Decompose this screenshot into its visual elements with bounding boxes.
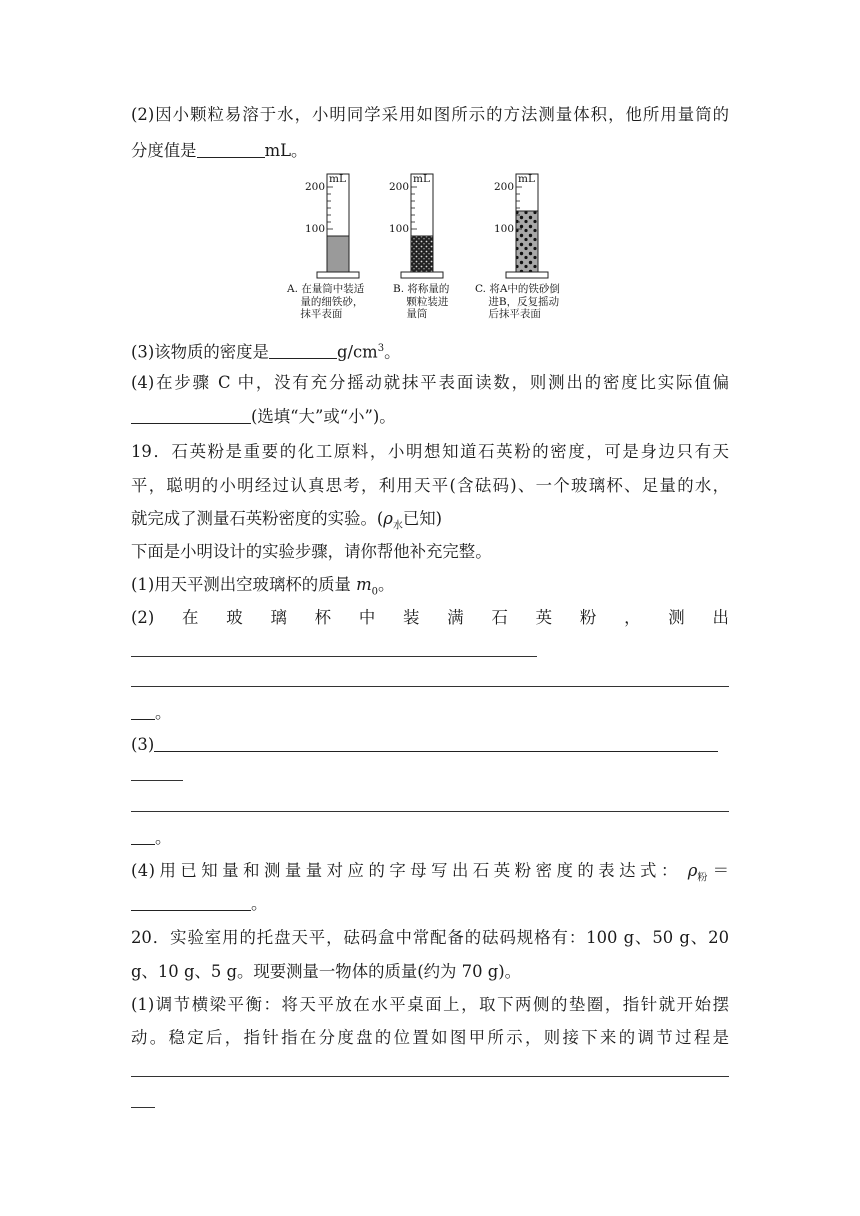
period: 。: [251, 894, 268, 913]
q18-part2-suffix: mL。: [264, 141, 308, 160]
q19-step2-char: 测: [668, 608, 685, 627]
q20-line4: 动。稳定后，指针指在分度盘的位置如图甲所示，则接下来的调节过程是: [131, 1028, 729, 1047]
equals-sign: ＝: [712, 861, 729, 880]
tick-100-a: 100: [305, 223, 326, 235]
q18-part3-end: 。: [384, 342, 401, 362]
q20-line2: g、10 g、5 g。现要测量一物体的质量(约为 70 g)。: [131, 962, 521, 981]
q18-part4-line2: [131, 406, 729, 428]
answer-line-step2b[interactable]: [131, 686, 729, 687]
q19-step2-char: 中: [358, 608, 376, 627]
answer-line-step3b[interactable]: [131, 780, 183, 781]
q19-step2-line1: [131, 607, 729, 629]
q19-step2-char: 英: [535, 608, 553, 627]
q19-step2-char: 璃: [270, 608, 287, 627]
rho-water-sub: 水: [392, 520, 403, 532]
q18-part3: [131, 338, 729, 363]
q18-part3-unit-sup: 3: [377, 343, 385, 354]
rho-powder-sub: 粉: [697, 872, 708, 884]
rho-powder: [688, 860, 729, 889]
tick-200-c: 200: [494, 181, 515, 193]
q19-step3-prefix: (3): [131, 735, 155, 754]
answer-blank-density-expr[interactable]: [131, 894, 251, 911]
tick-200-b: 200: [389, 181, 410, 193]
q18-part4-line1: (4)在步骤 C 中，没有充分摇动就抹平表面读数，则测出的密度比实际值偏: [131, 373, 729, 392]
var-m-sub: 0: [371, 586, 379, 598]
unit-label-b: mL: [413, 173, 430, 185]
unit-label-c: mL: [518, 173, 535, 185]
q18-part2-line2: [131, 140, 729, 162]
measuring-cylinder-figure: [285, 170, 575, 330]
caption-b: B. 将称量的 颗粒装进 量筒: [393, 283, 450, 320]
answer-blank-step3d[interactable]: [131, 828, 155, 845]
q19-step1: [131, 574, 729, 603]
q19-step4-line1: [131, 860, 729, 889]
answer-blank-step3a[interactable]: [154, 735, 718, 752]
q19-line3: [131, 508, 729, 537]
period: 。: [155, 703, 172, 722]
q18-part4-hint: (选填“大”或“小”)。: [251, 407, 396, 426]
q18-part2-prefix: 分度值是: [131, 141, 197, 160]
period: 。: [155, 828, 172, 847]
answer-line-step3c[interactable]: [131, 811, 729, 812]
caption-a: A. 在量筒中装适 量的细铁砂， 抹平表面: [287, 283, 365, 320]
answer-blank-bias[interactable]: [131, 407, 251, 424]
q19-step3-end: [131, 827, 729, 849]
q19-step2-char: 玻: [226, 608, 243, 627]
answer-line-step2a[interactable]: [131, 656, 537, 657]
q19-step4-text: (4)用已知量和测量量对应的字母写出石英粉密度的表达式：: [131, 861, 678, 880]
q19-step2-char: 装: [403, 608, 420, 627]
answer-line-q20b[interactable]: [131, 1107, 155, 1108]
q19-step2-char: 在: [182, 608, 199, 627]
q19-line3-suffix: 已知): [402, 509, 443, 528]
q20-line3: (1)调节横梁平衡：将天平放在水平桌面上，取下两侧的垫圈，指针就开始摆: [131, 995, 729, 1014]
q19-line2: 平，聪明的小明经过认真思考，利用天平(含砝码)、一个玻璃杯、足量的水，: [131, 476, 729, 495]
q19-step2-char: ，: [624, 608, 641, 627]
q18-part2-line1: (2)因小颗粒易溶于水，小明同学采用如图所示的方法测量体积，他所用量筒的: [131, 105, 729, 124]
q19-line3-prefix: 就完成了测量石英粉密度的实验。(: [131, 509, 384, 528]
answer-blank-division[interactable]: [197, 141, 265, 158]
tick-200-a: 200: [305, 181, 326, 193]
unit-label-a: mL: [329, 173, 346, 185]
answer-blank-step2c[interactable]: [131, 703, 155, 720]
q19-line1: 19．石英粉是重要的化工原料，小明想知道石英粉的密度，可是身边只有天: [131, 442, 729, 461]
answer-blank-density[interactable]: [269, 342, 337, 359]
var-m: m: [356, 575, 372, 594]
rho-symbol: ρ: [687, 861, 698, 880]
q19-step1-text: (1)用天平测出空玻璃杯的质量: [131, 575, 357, 594]
tick-100-b: 100: [389, 223, 410, 235]
tick-100-c: 100: [494, 223, 515, 235]
q19-step2-char: 石: [491, 608, 508, 627]
rho-symbol: ρ: [383, 509, 393, 528]
q19-step2-char: 满: [447, 608, 464, 627]
q19-step2-char: 出: [712, 608, 729, 627]
caption-c: C. 将A中的铁砂倒 进B，反复摇动 后抹平表面: [475, 283, 560, 320]
q19-step1-end: 。: [378, 575, 395, 594]
q19-step4-line2: [131, 893, 729, 915]
q19-step2-char: 粉: [579, 608, 597, 627]
q19-step2-char: 杯: [314, 608, 332, 627]
q19-step2-end: [131, 702, 729, 724]
q19-line4: 下面是小明设计的实验步骤，请你帮他补充完整。: [131, 542, 492, 561]
q19-step3: [131, 734, 729, 756]
q19-step2-char: (2): [131, 608, 155, 627]
q20-line1: 20．实验室用的托盘天平，砝码盒中常配备的砝码规格有：100 g、50 g、20: [131, 928, 729, 947]
q18-part3-prefix: (3)该物质的密度是: [131, 342, 269, 362]
q18-part3-unit: g/cm: [336, 342, 378, 362]
answer-line-q20a[interactable]: [131, 1076, 729, 1077]
